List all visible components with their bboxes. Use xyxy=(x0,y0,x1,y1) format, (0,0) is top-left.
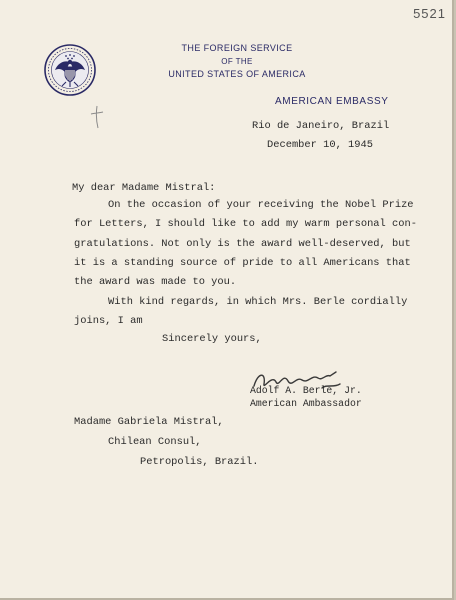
addressee-line: Petropolis, Brazil. xyxy=(140,456,259,468)
archive-number: 5521 xyxy=(413,6,446,21)
salutation: My dear Madame Mistral: xyxy=(72,182,216,194)
pencil-mark-icon xyxy=(88,104,106,130)
body-line: On the occasion of your receiving the Nobel Prize xyxy=(108,199,414,211)
body-line: it is a standing source of pride to all Americans that xyxy=(74,257,411,269)
closing: Sincerely yours, xyxy=(162,333,262,345)
signatory-title: American Ambassador xyxy=(250,398,362,409)
addressee-line: Madame Gabriela Mistral, xyxy=(74,416,224,428)
signatory-name: Adolf A. Berle, Jr. xyxy=(250,385,362,396)
body-line: With kind regards, in which Mrs. Berle cordially xyxy=(108,296,408,308)
body-line: the award was made to you. xyxy=(74,276,237,288)
letterhead-line: THE FOREIGN SERVICE xyxy=(181,43,293,53)
place-line: Rio de Janeiro, Brazil xyxy=(252,120,390,132)
embassy-heading: AMERICAN EMBASSY xyxy=(275,96,389,107)
date-line: December 10, 1945 xyxy=(267,139,374,151)
letterhead-line: UNITED STATES OF AMERICA xyxy=(168,69,306,79)
body-line: for Letters, I should like to add my warm personal con- xyxy=(74,218,417,230)
body-line: joins, I am xyxy=(74,315,143,327)
letterhead xyxy=(152,42,322,81)
body-line: gratulations. Not only is the award well-deserved, but xyxy=(74,238,411,250)
letterhead-line: OF THE xyxy=(221,57,253,66)
addressee-line: Chilean Consul, xyxy=(108,436,202,448)
great-seal-icon xyxy=(44,44,96,96)
